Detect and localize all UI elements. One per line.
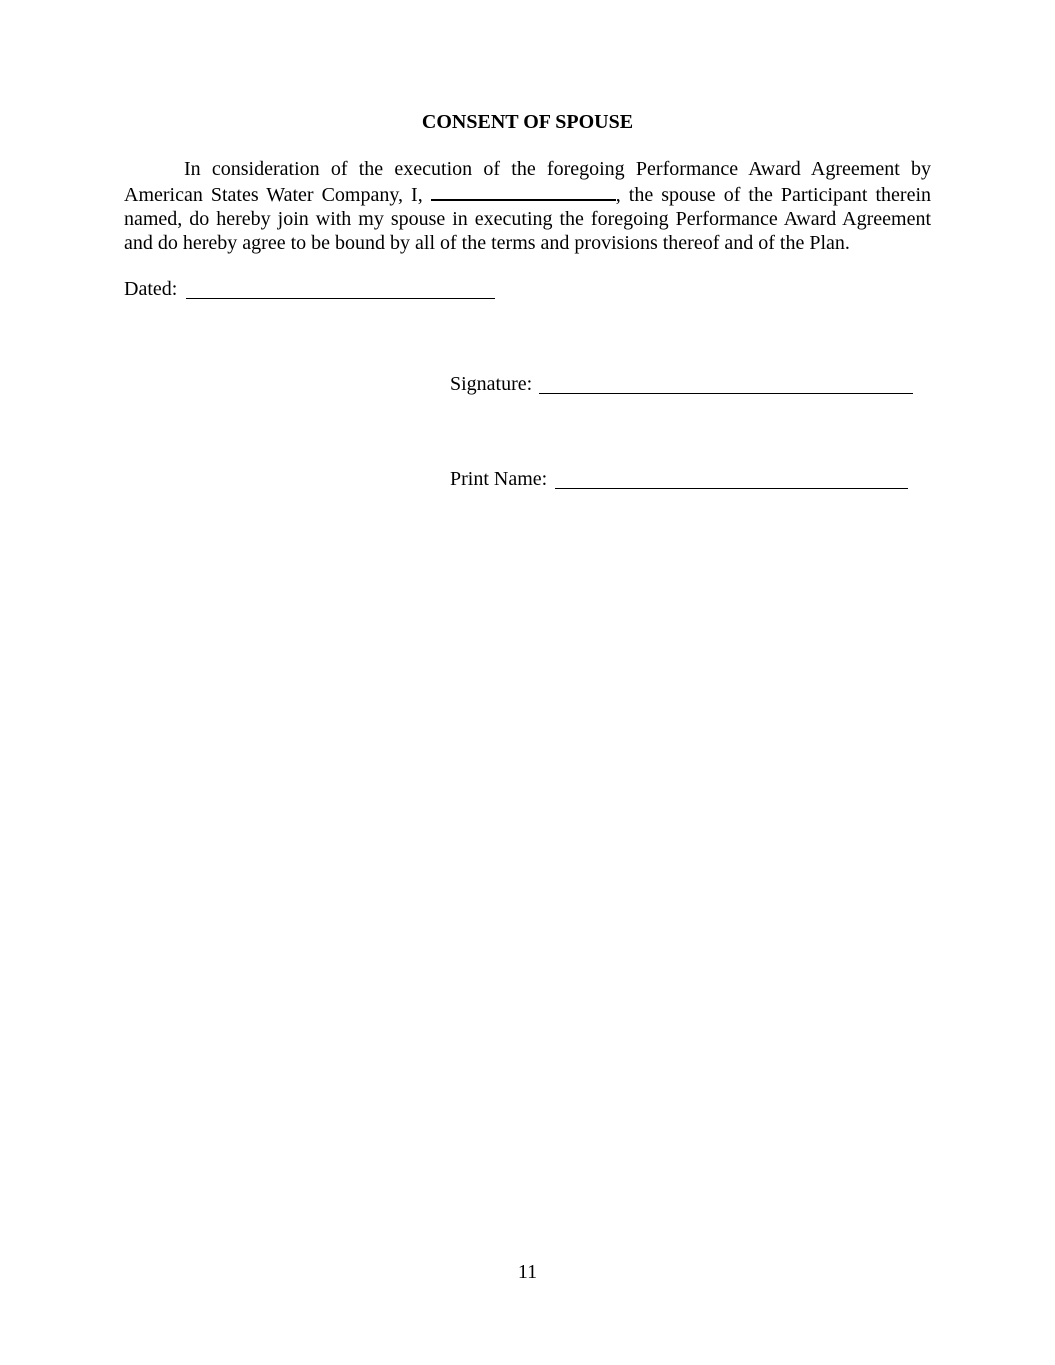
paragraph-line-3: [124, 207, 931, 231]
page-number: 11: [517, 1261, 538, 1283]
consent-paragraph: [124, 157, 931, 255]
print-name-line[interactable]: [555, 472, 908, 489]
signature-line[interactable]: [539, 377, 913, 394]
paragraph-line-2: [124, 181, 931, 207]
dated-label: Dated:: [124, 278, 178, 300]
paragraph-line-2-prefix: American States Water Company, I,: [124, 184, 423, 206]
paragraph-line-4: [124, 231, 931, 255]
paragraph-line-1: [124, 157, 931, 181]
paragraph-line-3-text: named, do hereby join with my spouse in executing the foregoing Performance Award Agreement: [124, 208, 931, 230]
spouse-name-blank[interactable]: [431, 181, 616, 201]
page-title: CONSENT OF SPOUSE: [421, 111, 634, 133]
paragraph-line-1-text: In consideration of the execution of the foregoing Performance Award Agreement by: [184, 158, 931, 180]
paragraph-line-4-text: and do hereby agree to be bound by all of the terms and provisions thereof and of the Plan.: [124, 232, 850, 254]
print-name-label: Print Name:: [450, 468, 548, 490]
dated-line[interactable]: [186, 282, 495, 299]
paragraph-line-2-suffix: , the spouse of the Participant therein: [615, 184, 932, 206]
signature-label: Signature:: [450, 373, 533, 395]
